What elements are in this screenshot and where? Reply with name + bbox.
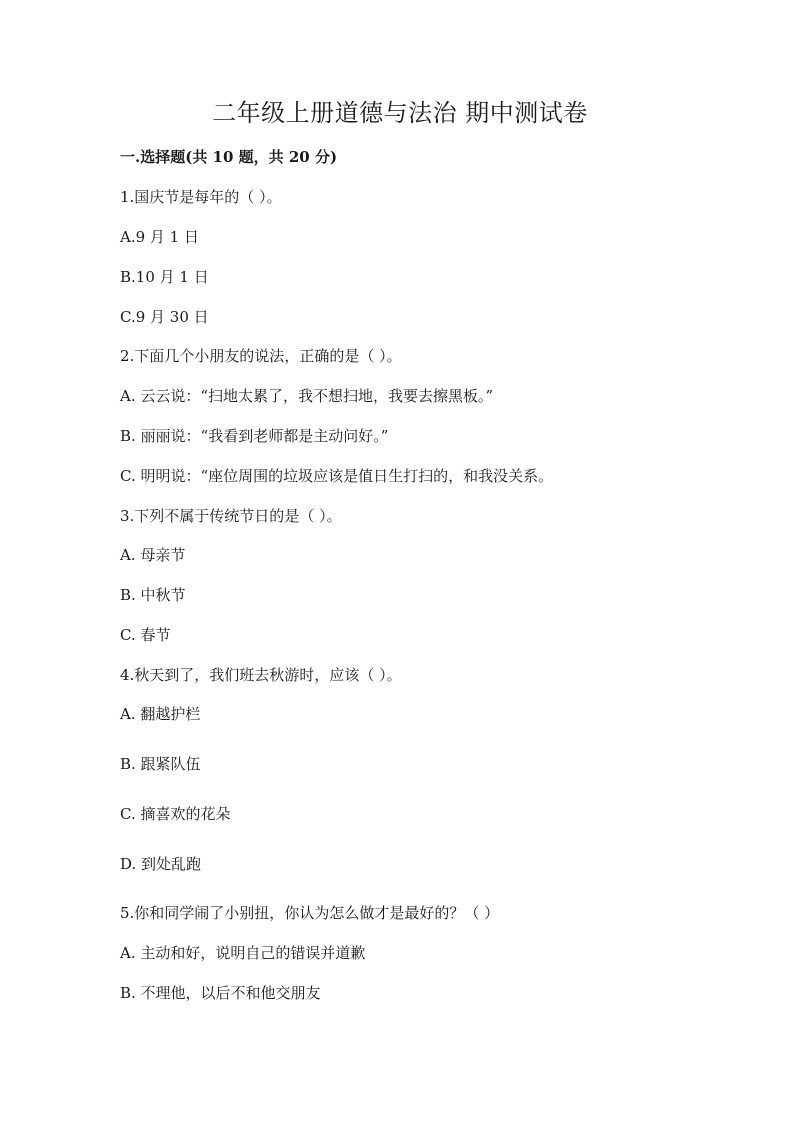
question-4-option-d: D. 到处乱跑 xyxy=(120,855,202,873)
question-4-stem: 4.秋天到了，我们班去秋游时，应该（ ）。 xyxy=(120,666,402,684)
question-2-option-b: B. 丽丽说：“我看到老师都是主动问好。” xyxy=(120,427,389,445)
question-3-option-b: B. 中秋节 xyxy=(120,586,186,604)
question-4-option-c: C. 摘喜欢的花朵 xyxy=(120,805,231,823)
question-2-option-c: C. 明明说：“座位周围的垃圾应该是值日生打扫的，和我没关系。 xyxy=(120,467,554,485)
question-5-option-a: A. 主动和好，说明自己的错误并道歉 xyxy=(120,944,366,962)
question-1-option-b: B.10 月 1 日 xyxy=(120,268,209,286)
section-heading: 一.选择题(共 10 题，共 20 分) xyxy=(120,148,338,166)
question-1-stem: 1.国庆节是每年的（ ）。 xyxy=(120,188,282,206)
question-1-option-c: C.9 月 30 日 xyxy=(120,308,209,326)
question-3-option-a: A. 母亲节 xyxy=(120,546,186,564)
question-4-option-b: B. 跟紧队伍 xyxy=(120,755,201,773)
question-1-option-a: A.9 月 1 日 xyxy=(120,228,199,246)
question-5-stem: 5.你和同学闹了小别扭，你认为怎么做才是最好的？（ ） xyxy=(120,904,500,922)
question-5-option-b: B. 不理他，以后不和他交朋友 xyxy=(120,984,321,1002)
question-3-stem: 3.下列不属于传统节日的是（ ）。 xyxy=(120,507,342,525)
question-4-option-a: A. 翻越护栏 xyxy=(120,705,201,723)
question-2-option-a: A. 云云说：“扫地太累了，我不想扫地，我要去擦黑板。” xyxy=(120,387,494,405)
question-2-stem: 2.下面几个小朋友的说法，正确的是（ ）。 xyxy=(120,347,402,365)
page-title: 二年级上册道德与法治 期中测试卷 xyxy=(212,99,588,127)
question-3-option-c: C. 春节 xyxy=(120,626,171,644)
